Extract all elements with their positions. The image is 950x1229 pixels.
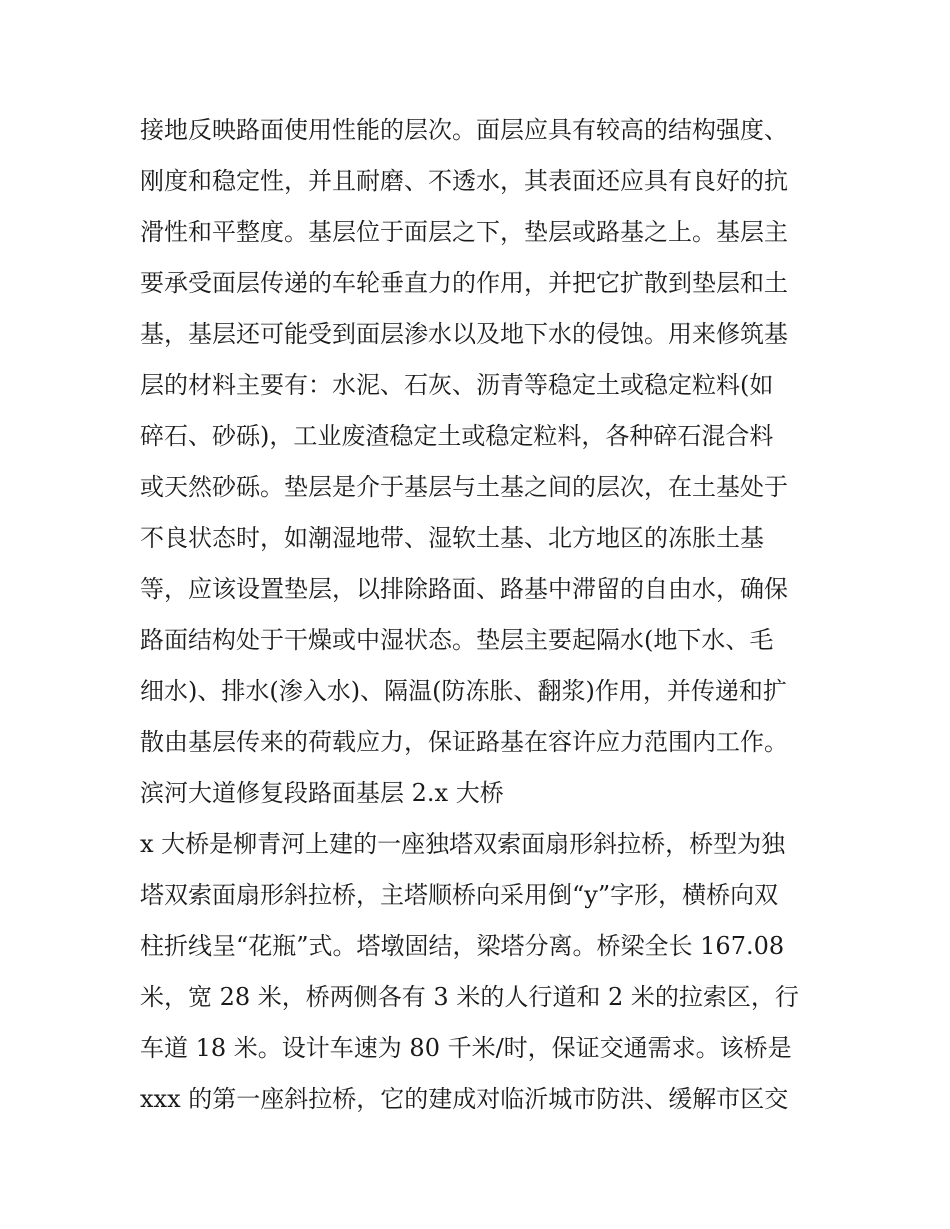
text-line-7: 碎石、砂砾)，工业废渣稳定土或稳定粒料，各种碎石混合料 [140, 422, 774, 450]
text-line-16: 塔双索面扇形斜拉桥，主塔顺桥向采用倒“y”字形，横桥向双 [140, 881, 779, 909]
text-line-19: 车道 18 米。设计车速为 80 千米/时，保证交通需求。该桥是 [140, 1034, 792, 1062]
text-line-12: 细水)、排水(渗入水)、隔温(防冻胀、翻浆)作用，并传递和扩 [140, 677, 787, 705]
text-line-1: 接地反映路面使用性能的层次。面层应具有较高的结构强度、 [140, 116, 788, 144]
text-line-5: 基，基层还可能受到面层渗水以及地下水的侵蚀。用来修筑基 [140, 320, 788, 348]
text-line-9: 不良状态时，如潮湿地带、湿软土基、北方地区的冻胀土基 [140, 524, 764, 552]
text-line-8: 或天然砂砾。垫层是介于基层与土基之间的层次，在土基处于 [140, 473, 788, 501]
text-line-2: 刚度和稳定性，并且耐磨、不透水，其表面还应具有良好的抗 [140, 167, 788, 195]
text-line-18: 米，宽 28 米，桥两侧各有 3 米的人行道和 2 米的拉索区，行 [140, 983, 799, 1011]
text-line-13: 散由基层传来的荷载应力，保证路基在容许应力范围内工作。 [140, 728, 788, 756]
text-line-15: x 大桥是柳青河上建的一座独塔双索面扇形斜拉桥，桥型为独 [140, 830, 786, 858]
text-line-17: 柱折线呈“花瓶”式。塔墩固结，梁塔分离。桥梁全长 167.08 [140, 932, 785, 960]
text-line-10: 等，应该设置垫层，以排除路面、路基中滞留的自由水，确保 [140, 575, 788, 603]
text-line-4: 要承受面层传递的车轮垂直力的作用，并把它扩散到垫层和土 [140, 269, 788, 297]
text-line-6: 层的材料主要有：水泥、石灰、沥青等稳定土或稳定粒料(如 [140, 371, 774, 399]
text-line-3: 滑性和平整度。基层位于面层之下，垫层或路基之上。基层主 [140, 218, 788, 246]
body-text [140, 105, 820, 1125]
section-heading: 滨河大道修复段路面基层 2.x 大桥 [140, 779, 504, 807]
text-line-11: 路面结构处于干燥或中湿状态。垫层主要起隔水(地下水、毛 [140, 626, 774, 654]
text-line-20: xxx 的第一座斜拉桥，它的建成对临沂城市防洪、缓解市区交 [140, 1085, 789, 1113]
